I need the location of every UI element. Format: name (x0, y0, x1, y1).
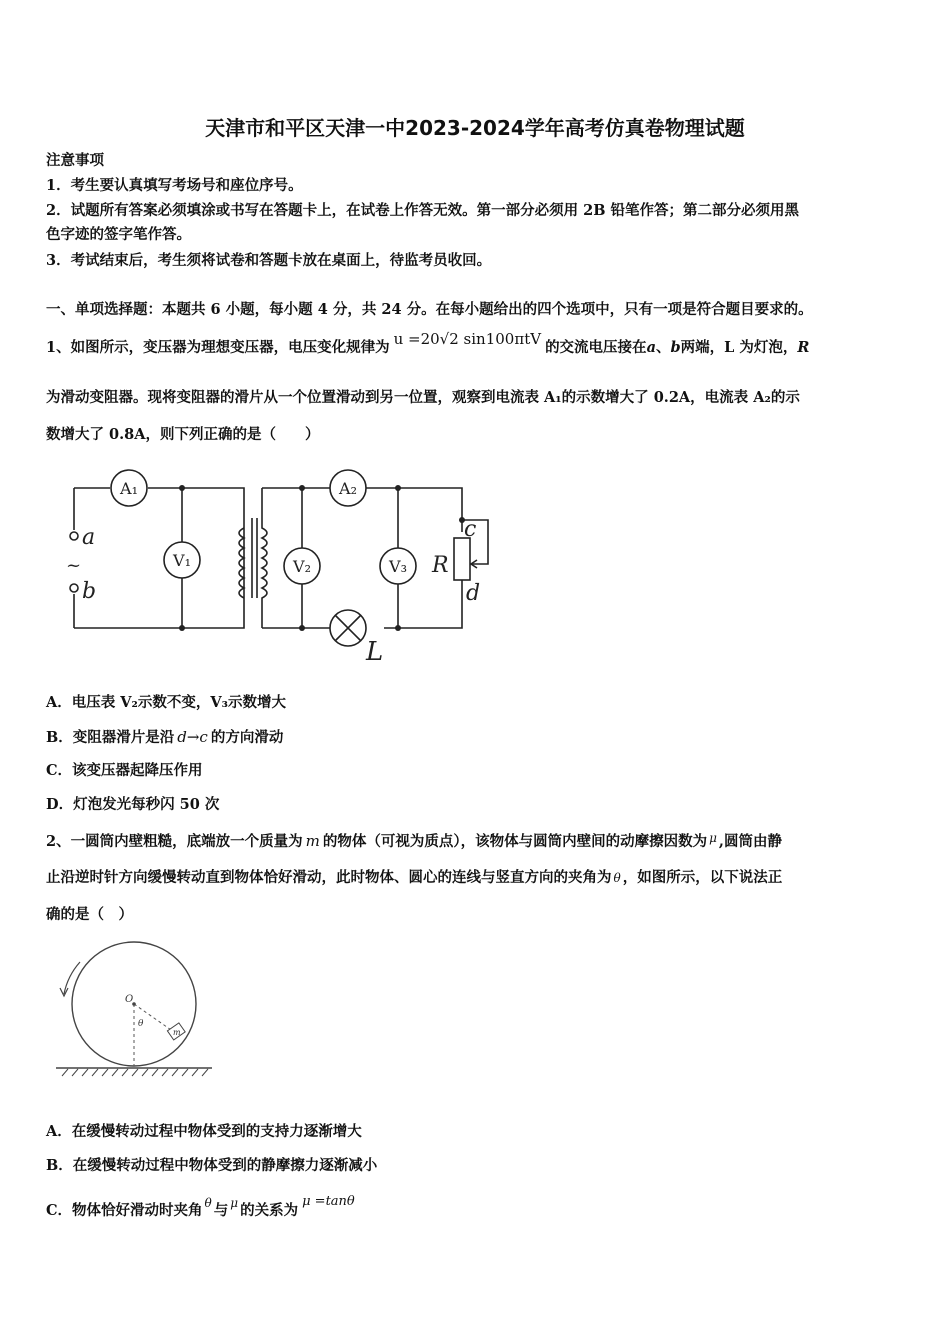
q2-option-b: B．在缓慢转动过程中物体受到的静摩擦力逐渐减小 (46, 1157, 378, 1174)
q2-line-2 (46, 867, 906, 889)
q2-stem-pre: 2、一圆筒内壁粗糙，底端放一个质量为 (46, 833, 303, 850)
q2-option-c-formula: μ =tanθ (302, 1194, 355, 1209)
voltmeter-v1-label: V₁ (173, 551, 191, 570)
terminal-b-label: b (82, 579, 97, 604)
notice-heading: 注意事项 (46, 152, 104, 169)
q2-line2-post: ，如图所示，以下说法正 (622, 869, 783, 886)
q2-option-c-mu: μ (230, 1196, 239, 1210)
ammeter-a1 (111, 470, 147, 506)
ammeter-a2 (330, 470, 366, 506)
q2-line-3: 确的是（ ） (46, 906, 133, 923)
section-heading: 一、单项选择题：本题共 6 小题，每小题 4 分，共 24 分。在每小题给出的四个选项中，只有一项是符合题目要求的。 (46, 301, 813, 318)
q2-theta-symbol: θ (613, 871, 621, 885)
q1-option-b-path: d→c (177, 728, 208, 746)
rotating-cylinder-diagram (52, 940, 222, 1090)
lamp-l (330, 610, 366, 646)
q1-option-c: C．该变压器起降压作用 (46, 762, 203, 779)
notice-item-2: 2．试题所有答案必须填涂或书写在答题卡上，在试卷上作答无效。第一部分必须用 2B 铅笔作答；第二部分必须用黑 (46, 202, 800, 219)
q1-option-a: A．电压表 V₂示数不变，V₃示数增大 (46, 694, 286, 711)
q1-option-b-tail: 的方向滑动 (210, 729, 284, 746)
q1-option-d: D．灯泡发光每秒闪 50 次 (46, 796, 220, 813)
q2-mu-symbol: μ (709, 831, 717, 845)
q1-voltage-formula: u =20√2 sin100πtV (393, 330, 542, 348)
q2-option-c-pre: C．物体恰好滑动时夹角 (46, 1202, 203, 1219)
q1-line-1 (46, 330, 906, 359)
q1-line-2: 为滑动变阻器。现将变阻器的滑片从一个位置滑动到另一位置，观察到电流表 A₁的示数增大了 0.2A，电流表 A₂的示 (46, 389, 800, 406)
ammeter-a2-label: A₂ (339, 479, 357, 498)
notice-item-3: 3．考试结束后，考生须将试卷和答题卡放在桌面上，待监考员收回。 (46, 252, 492, 269)
q2-option-a: A．在缓慢转动过程中物体受到的支持力逐渐增大 (46, 1123, 362, 1140)
q2-mass-symbol: m (305, 832, 320, 850)
rheostat-r-label: R (432, 553, 449, 578)
q1-option-b-pre: B．变阻器滑片是沿 (46, 729, 175, 746)
q2-option-c-theta: θ (204, 1196, 212, 1210)
q1-stem-post2: 两端，L 为灯泡， (680, 339, 798, 356)
voltmeter-v1 (164, 542, 200, 578)
transformer-circuit-diagram (58, 468, 508, 668)
center-o-label: O (125, 994, 134, 1005)
slider-end-c-label: c (464, 517, 477, 542)
q1-sep: 、 (655, 339, 671, 356)
q2-option-c-mid: 与 (213, 1202, 229, 1219)
q1-r-symbol: R (797, 339, 810, 356)
ac-source-symbol: ~ (66, 555, 82, 576)
angle-theta-label: θ (138, 1019, 144, 1029)
voltmeter-v2 (284, 548, 320, 584)
lamp-l-label: L (366, 637, 384, 667)
q1-option-b (46, 726, 906, 749)
q2-line2-pre: 止沿逆时针方向缓慢转动直到物体恰好滑动，此时物体、圆心的连线与竖直方向的夹角为 (46, 869, 612, 886)
q2-stem-post: ,圆筒由静 (718, 833, 782, 850)
q1-stem-post: 的交流电压接在 (545, 339, 647, 356)
notice-item-1: 1．考生要认真填写考场号和座位序号。 (46, 177, 303, 194)
q1-terminal-b: b (670, 339, 681, 356)
mass-m-label: m (173, 1028, 181, 1037)
voltmeter-v3-label: V₃ (389, 557, 407, 576)
page-title: 天津市和平区天津一中2023-2024学年高考仿真卷物理试题 (205, 116, 745, 140)
voltmeter-v3 (380, 548, 416, 584)
ammeter-a1-label: A₁ (120, 479, 138, 498)
q2-option-c-post: 的关系为 (240, 1202, 299, 1219)
voltmeter-v2-label: V₂ (293, 557, 311, 576)
q2-option-c (46, 1194, 906, 1223)
q2-line-1 (46, 830, 906, 853)
notice-item-2-cont: 色字迹的签字笔作答。 (46, 226, 191, 243)
q1-terminal-a: a (646, 339, 656, 356)
q1-stem-pre: 1、如图所示，变压器为理想变压器，电压变化规律为 (46, 339, 390, 356)
terminal-a-label: a (82, 525, 96, 550)
slider-end-d-label: d (466, 581, 481, 606)
q1-line-3: 数增大了 0.8A，则下列正确的是（ ） (46, 426, 320, 443)
q2-stem-mid: 的物体（可视为质点），该物体与圆筒内壁间的动摩擦因数为 (322, 833, 708, 850)
